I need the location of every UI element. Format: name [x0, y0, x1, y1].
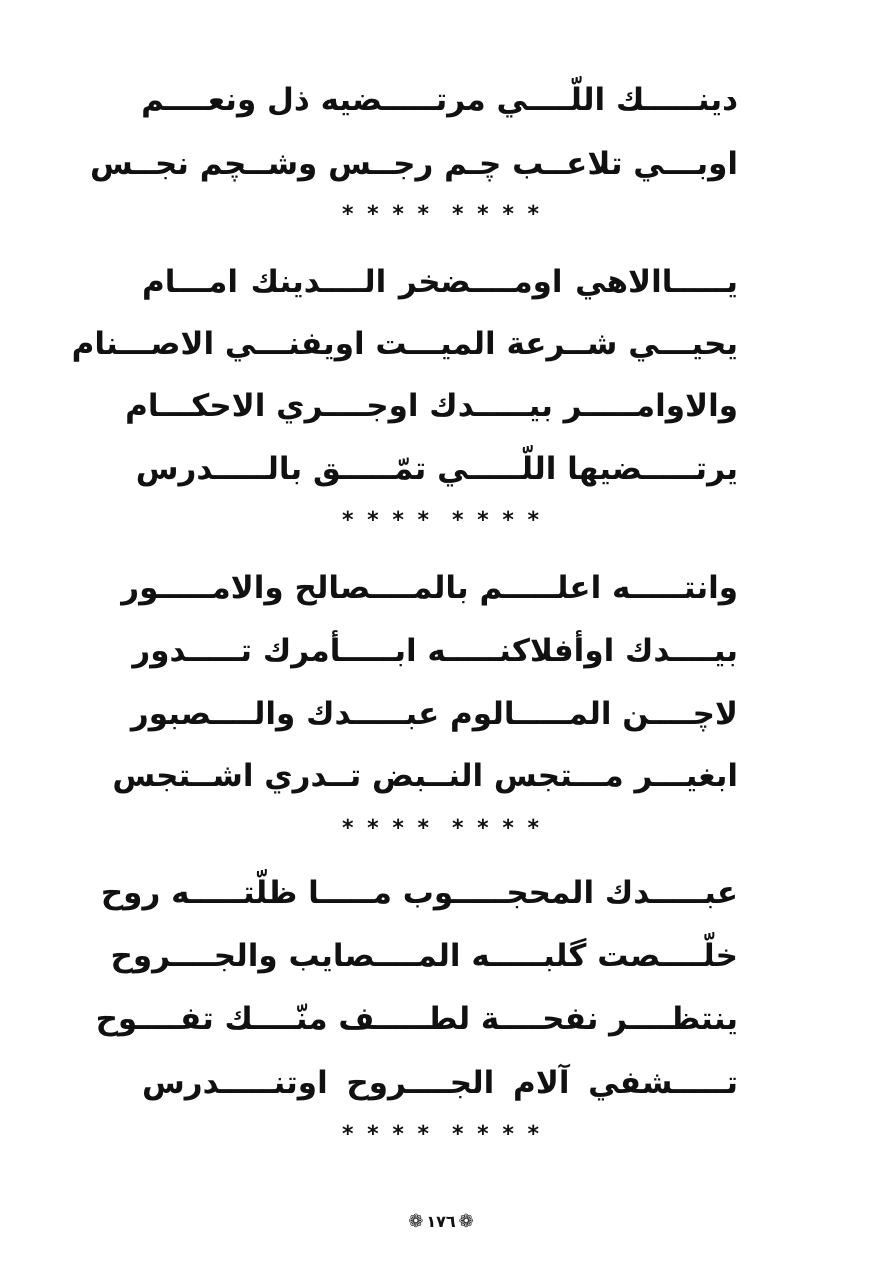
- separator-stars-right: * * * *: [452, 508, 542, 533]
- verse-line: تـــــشفي آلام الجــــروح اوتنـــــدرس: [142, 1065, 738, 1101]
- separator-stars-left: * * * *: [342, 1122, 432, 1147]
- page-number-footer: [404, 1204, 478, 1240]
- ornament-right-icon: ❁: [458, 1211, 474, 1232]
- verse-line: والاوامـــــر بيـــــدك اوجــــري الاحكـــام: [125, 388, 738, 424]
- verse-line: اوبـــي تلاعــب چـم رجــس وشــچم نجــس: [89, 146, 738, 182]
- page-number: ١٧٦: [426, 1212, 456, 1231]
- verse-line: عبـــــدك المحجـــــوب مـــــا ظلّتـــــه روح: [100, 875, 738, 911]
- separator-stars-right: * * * *: [452, 202, 542, 227]
- verse-line: يرتـــــضيها اللّـــــي تمّـــــق بالـــــدرس: [135, 451, 738, 487]
- stanza-separator: [342, 817, 542, 841]
- verse-line: بيــــدك اوأفلاكنـــــه ابـــــأمرك تـــــدور: [132, 633, 738, 669]
- verse-line: يحيـــي شــرعة الميـــت اويفنـــي الاصـــنام: [71, 326, 738, 362]
- separator-stars-right: * * * *: [452, 816, 542, 841]
- verse-line: وانتـــــه اعلـــــم بالمــــصالح والامـــــور: [121, 570, 738, 606]
- verse-line: خلّــــصت گلبـــــه المــــصايب والجــــروح: [110, 938, 738, 974]
- verse-line: ينتظــــر نفحــــة لطـــــف منّــــك تفــــوح: [95, 1001, 738, 1037]
- verse-line: يـــــاالاهي اومــــضخر الــــدينك امـــام: [142, 264, 738, 300]
- separator-stars-left: * * * *: [342, 508, 432, 533]
- separator-stars-left: * * * *: [342, 202, 432, 227]
- verse-line: لاچــــن المـــــالوم عبـــــدك والــــصبور: [130, 696, 738, 732]
- stanza-separator: [342, 1123, 542, 1147]
- verse-line: دينـــــك اللّــــي مرتـــــضيه ذل ونعــــم: [141, 82, 738, 118]
- stanza-separator: [342, 509, 542, 533]
- ornament-left-icon: ❁: [408, 1211, 424, 1232]
- stanza-separator: [342, 203, 542, 227]
- separator-stars-right: * * * *: [452, 1122, 542, 1147]
- separator-stars-left: * * * *: [342, 816, 432, 841]
- verse-line: ابغيـــر مـــتجس النــبض تــدري اشــتجس: [112, 758, 738, 794]
